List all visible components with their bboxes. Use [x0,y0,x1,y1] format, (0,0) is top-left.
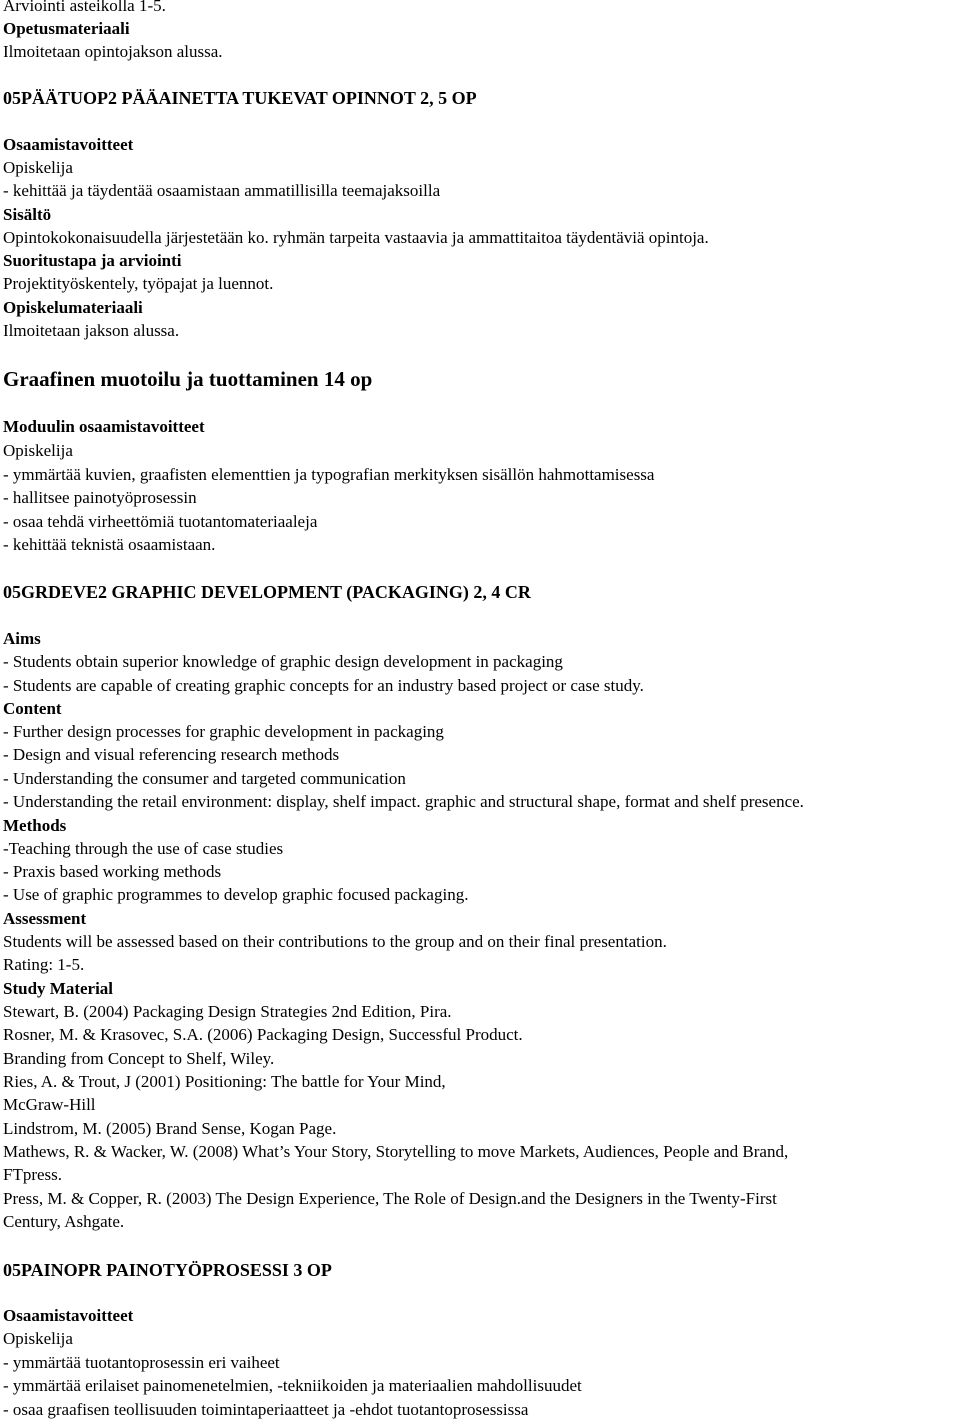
text-line: -Teaching through the use of case studies [3,839,284,858]
text-line: - osaa tehdä virheettömiä tuotantomateriaaleja [3,512,318,531]
text-line: Opintokokonaisuudella järjestetään ko. ryhmän tarpeita vastaavia ja ammattitaitoa täydentäviä opintoja. [3,228,709,247]
text-line: - Students obtain superior knowledge of graphic design development in packaging [3,652,563,671]
text-line: - ymmärtää tuotantoprosessin eri vaiheet [3,1353,280,1372]
text-line: Opiskelija [3,158,73,177]
section-heading: Assessment [3,909,87,928]
section-heading: Study Material [3,979,114,998]
text-line: - Praxis based working methods [3,862,222,881]
text-line: FTpress. [3,1165,63,1184]
text-line: - Understanding the consumer and targeted communication [3,769,406,788]
text-line: Press, M. & Copper, R. (2003) The Design Experience, The Role of Design.and the Designers in the Twenty-First [3,1189,777,1208]
text-line: - Design and visual referencing research methods [3,745,340,764]
text-line: - kehittää teknistä osaamistaan. [3,535,216,554]
text-line: Students will be assessed based on their contributions to the group and on their final presentation. [3,932,667,951]
text-line: Rating: 1-5. [3,955,85,974]
section-heading: Graafinen muotoilu ja tuottaminen 14 op [3,367,373,391]
text-line: - osaa graafisen teollisuuden toimintaperiaatteet ja -ehdot tuotantoprosessissa [3,1400,529,1419]
section-heading: 05PAINOPR PAINOTYÖPROSESSI 3 OP [3,1260,332,1280]
section-heading: Aims [3,629,41,648]
text-line: - ymmärtää kuvien, graafisten elementtien ja typografian merkityksen sisällön hahmottamisessa [3,465,655,484]
section-heading: Osaamistavoitteet [3,1306,134,1325]
text-line: - Students are capable of creating graphic concepts for an industry based project or case study. [3,676,644,695]
text-line: Arviointi asteikolla 1-5. [3,0,166,15]
text-line: - ymmärtää erilaiset painomenetelmien, -tekniikoiden ja materiaalien mahdollisuudet [3,1376,582,1395]
text-line: Mathews, R. & Wacker, W. (2008) What’s Your Story, Storytelling to move Markets, Audiences, People and Brand, [3,1142,789,1161]
section-heading: Opiskelumateriaali [3,298,143,317]
text-line: McGraw-Hill [3,1095,96,1114]
text-line: - Use of graphic programmes to develop graphic focused packaging. [3,885,469,904]
section-heading: Methods [3,816,67,835]
section-heading: Opetusmateriaali [3,19,130,38]
section-heading: Content [3,699,62,718]
section-heading: Sisältö [3,205,52,224]
section-heading: Suoritustapa ja arviointi [3,251,182,270]
text-line: - kehittää ja täydentää osaamistaan ammatillisilla teemajaksoilla [3,181,441,200]
text-line: Opiskelija [3,1329,73,1348]
text-line: Lindstrom, M. (2005) Brand Sense, Kogan Page. [3,1119,337,1138]
section-heading: 05GRDEVE2 GRAPHIC DEVELOPMENT (PACKAGING) 2, 4 CR [3,582,531,602]
text-line: - hallitsee painotyöprosessin [3,488,197,507]
text-line: Projektityöskentely, työpajat ja luennot. [3,274,274,293]
text-line: - Understanding the retail environment: display, shelf impact. graphic and structural shape, format and shelf presence. [3,792,804,811]
section-heading: 05PÄÄTUOP2 PÄÄAINETTA TUKEVAT OPINNOT 2, 5 OP [3,88,477,108]
section-heading: Moduulin osaamistavoitteet [3,417,205,436]
text-line: Ilmoitetaan jakson alussa. [3,321,180,340]
text-line: Century, Ashgate. [3,1212,125,1231]
text-line: Ries, A. & Trout, J (2001) Positioning: The battle for Your Mind, [3,1072,446,1091]
text-line: Rosner, M. & Krasovec, S.A. (2006) Packaging Design, Successful Product. [3,1025,523,1044]
text-line: Stewart, B. (2004) Packaging Design Strategies 2nd Edition, Pira. [3,1002,452,1021]
section-heading: Osaamistavoitteet [3,135,134,154]
text-line: Ilmoitetaan opintojakson alussa. [3,42,223,61]
text-line: Opiskelija [3,441,73,460]
text-line: Branding from Concept to Shelf, Wiley. [3,1049,275,1068]
text-line: - Further design processes for graphic development in packaging [3,722,444,741]
